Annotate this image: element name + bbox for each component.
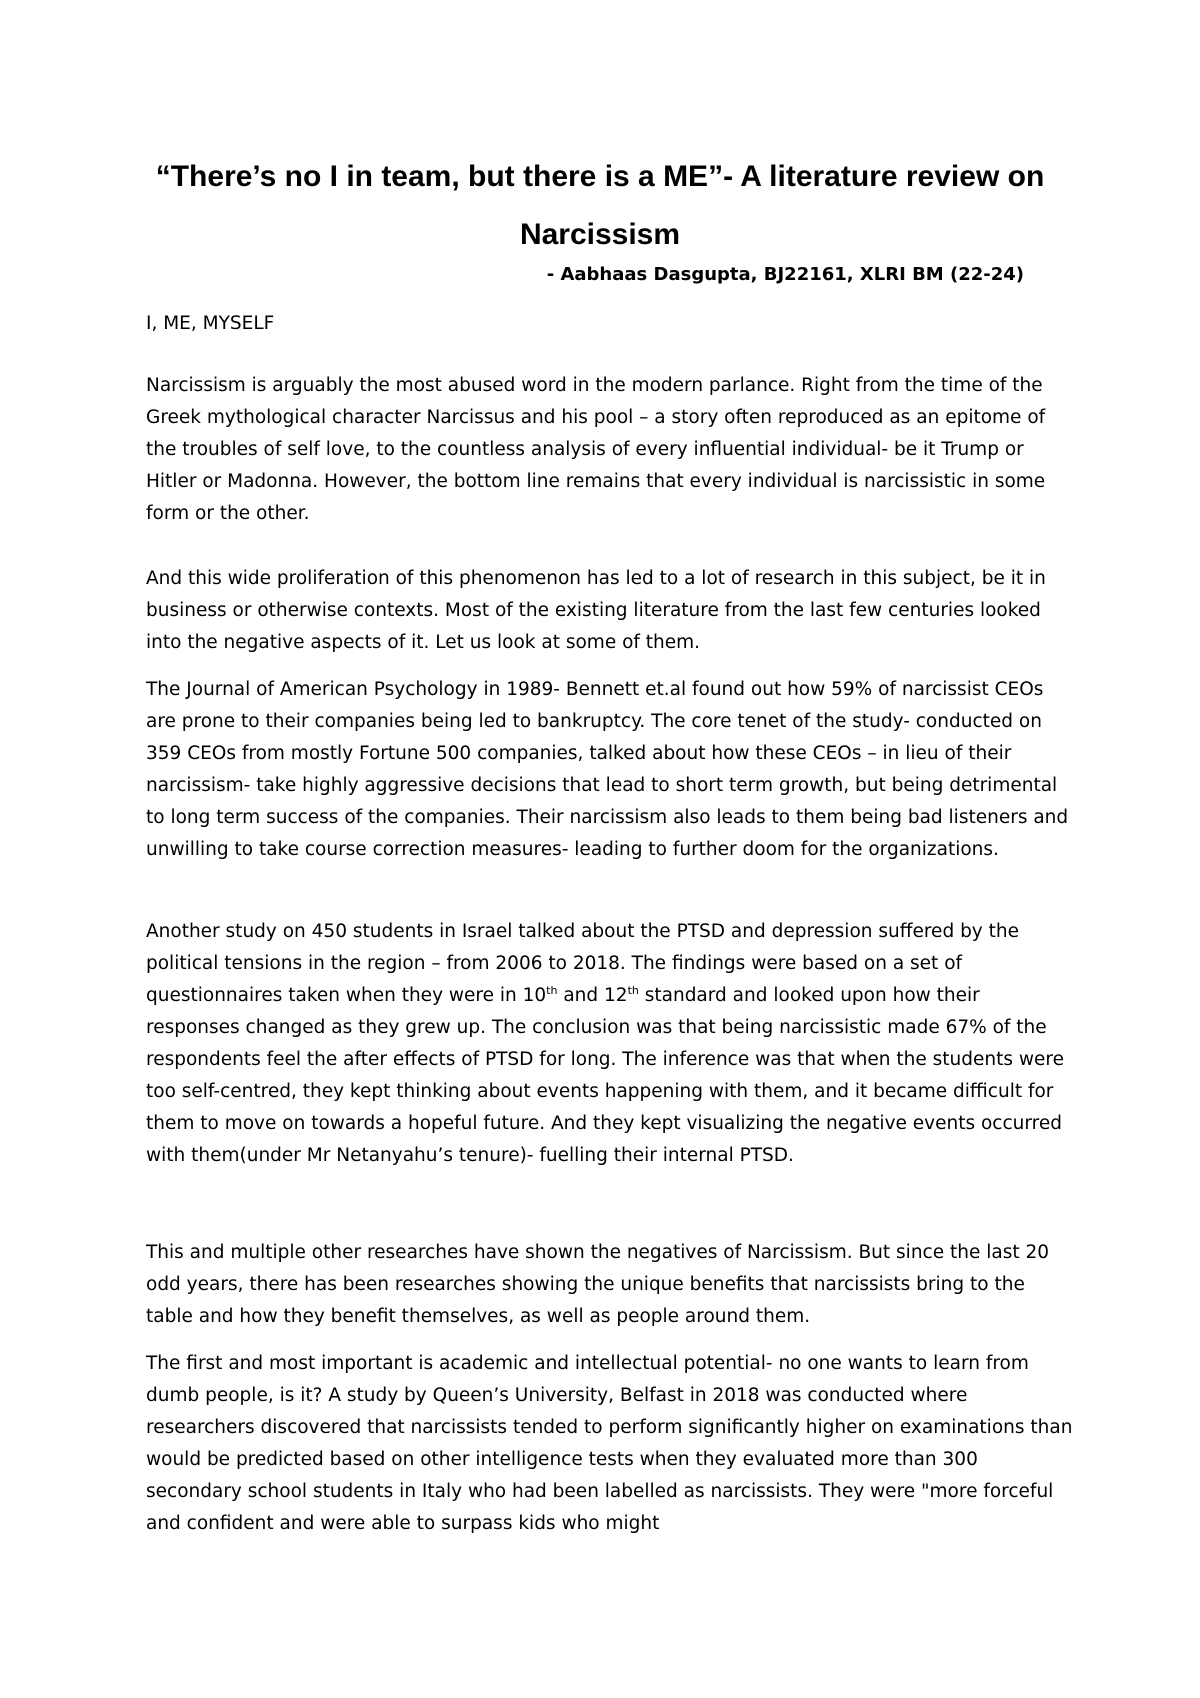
paragraph-israel-study: [146, 916, 1076, 1172]
superscript-th: th: [546, 983, 558, 997]
paragraph-israel-study-part-b: and 12: [557, 985, 628, 1006]
section-heading: I, ME, MYSELF: [146, 313, 275, 334]
paragraph-academic-potential: The first and most important is academic and intellectual potential- no one wants to learn from dumb people, is it? A study by Queen’s University, Belfast in 2018 was conducted where researchers discovered that narcissists tended to perform significantly higher on examinations than would be predicted based on other intelligence tests when they evaluated more than 300 secondary school students in Italy who had been labelled as narcissists. They were "more forceful and confident and were able to surpass kids who might: [146, 1353, 1073, 1534]
author-line: - Aabhaas Dasgupta, BJ22161, XLRI BM (22-24): [546, 264, 1024, 285]
paragraph-ceo-study: The Journal of American Psychology in 1989- Bennett et.al found out how 59% of narcissist CEOs are prone to their companies being led to bankruptcy. The core tenet of the study- conducted on 359 CEOs from mostly Fortune 500 companies, talked about how these CEOs – in lieu of their narcissism- take highly aggressive decisions that lead to short term growth, but being detrimental to long term success of the companies. Their narcissism also leads to them being bad listeners and unwilling to take course correction measures- leading to further doom for the organizations.: [146, 679, 1069, 860]
paragraph-research-proliferation: And this wide proliferation of this phenomenon has led to a lot of research in this subject, be it in business or otherwise contexts. Most of the existing literature from the last few centuries looked into the negative aspects of it. Let us look at some of them.: [146, 568, 1046, 653]
document-title: “There’s no I in team, but there is a ME”- A literature review on Narcissism: [155, 160, 1045, 251]
paragraph-benefits-intro: This and multiple other researches have shown the negatives of Narcissism. But since the last 20 odd years, there has been researches showing the unique benefits that narcissists bring to the table and how they benefit themselves, as well as people around them.: [146, 1242, 1050, 1327]
paragraph-israel-study-part-c: standard and looked upon how their responses changed as they grew up. The conclusion was that being narcissistic made 67% of the respondents feel the after effects of PTSD for long. The inference was that when the students were too self-centred, they kept thinking about events happening with them, and it became difficult for them to move on towards a hopeful future. And they kept visualizing the negative events occurred with them(under Mr Netanyahu’s tenure)- fuelling their internal PTSD.: [146, 985, 1064, 1166]
paragraph-intro: Narcissism is arguably the most abused word in the modern parlance. Right from the time of the Greek mythological character Narcissus and his pool – a story often reproduced as an epitome of the troubles of self love, to the countless analysis of every influential individual- be it Trump or Hitler or Madonna. However, the bottom line remains that every individual is narcissistic in some form or the other.: [146, 375, 1046, 524]
superscript-th: th: [627, 983, 639, 997]
paragraph-israel-study-part-a: Another study on 450 students in Israel talked about the PTSD and depression suffered by the political tensions in the region – from 2006 to 2018. The findings were based on a set of questionnaires taken when they were in 10: [146, 921, 1019, 1006]
